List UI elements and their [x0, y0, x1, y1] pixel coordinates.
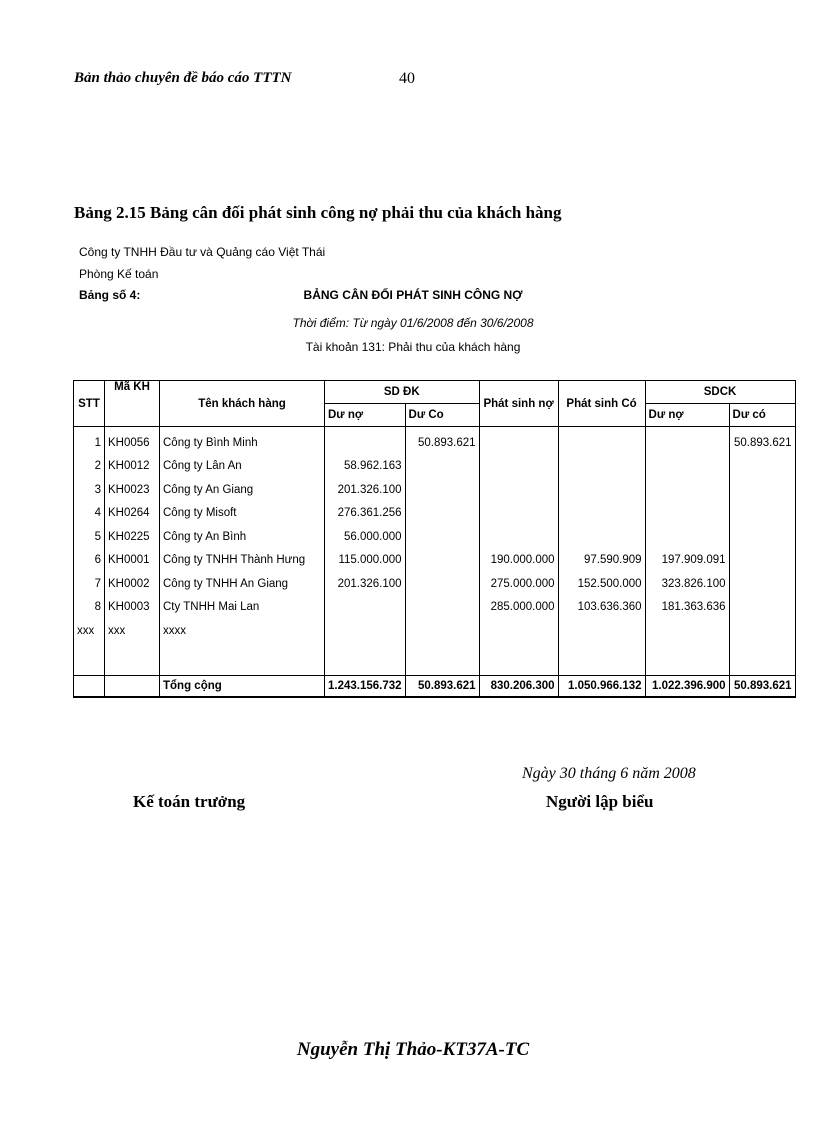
header-ck-du-co: Dư có — [729, 404, 795, 427]
total-stt — [74, 675, 105, 697]
cell-ma: KH0264 — [105, 502, 160, 526]
cell-ten: Công ty Misoft — [160, 502, 325, 526]
cell-ma: KH0001 — [105, 549, 160, 573]
header-sdck: SDCK — [645, 381, 795, 404]
report-period: Thời điểm: Từ ngày 01/6/2008 đến 30/6/2008 — [292, 316, 534, 330]
header-phat-sinh-co: Phát sinh Có — [558, 381, 645, 427]
header-dk-du-co: Dư Co — [405, 404, 479, 427]
table-caption: Bảng 2.15 Bảng cân đối phát sinh công nợ phải thu của khách hàng — [74, 203, 562, 222]
cell-stt: 4 — [74, 502, 105, 526]
cell-ps-no — [479, 427, 558, 455]
preparer-title: Người lập biểu — [546, 792, 654, 811]
total-dk-co: 50.893.621 — [405, 675, 479, 697]
header-ma-kh: Mã KH — [105, 381, 160, 427]
table-row — [74, 478, 796, 502]
cell-ck-co: 50.893.621 — [729, 427, 795, 455]
cell-dk-co — [405, 572, 479, 596]
cell-ps-co: 97.590.909 — [558, 549, 645, 573]
cell-ck-no — [645, 502, 729, 526]
cell-dk-no: 201.326.100 — [325, 478, 406, 502]
cell-ck-co — [729, 549, 795, 573]
header-phat-sinh-no: Phát sinh nợ — [479, 381, 558, 427]
header-dk-du-no: Dư nợ — [325, 404, 406, 427]
cell-ma: KH0056 — [105, 427, 160, 455]
cell-ck-no: 323.826.100 — [645, 572, 729, 596]
total-label: Tổng cộng — [160, 675, 325, 697]
cell-ten: Công ty TNHH Thành Hưng — [160, 549, 325, 573]
board-number: Bảng số 4: — [79, 288, 141, 302]
cell-ps-co — [558, 619, 645, 643]
cell-ps-no: 285.000.000 — [479, 596, 558, 620]
cell-ten: Công ty TNHH An Giang — [160, 572, 325, 596]
cell-stt: 3 — [74, 478, 105, 502]
total-row — [74, 675, 796, 697]
cell-ten: Công ty An Bình — [160, 525, 325, 549]
table-row — [74, 427, 796, 455]
cell-stt: 5 — [74, 525, 105, 549]
cell-dk-co — [405, 478, 479, 502]
cell-ten: Cty TNHH Mai Lan — [160, 596, 325, 620]
cell-stt: 6 — [74, 549, 105, 573]
cell-ck-co — [729, 525, 795, 549]
table-row — [74, 572, 796, 596]
header-ck-du-no: Dư nợ — [645, 404, 729, 427]
cell-stt: 2 — [74, 455, 105, 479]
cell-ps-no — [479, 619, 558, 643]
cell-dk-co: 50.893.621 — [405, 427, 479, 455]
cell-ten: Công ty Bình Minh — [160, 427, 325, 455]
report-account: Tài khoản 131: Phải thu của khách hàng — [305, 340, 521, 354]
report-title: BẢNG CÂN ĐỐI PHÁT SINH CÔNG NỢ — [303, 288, 523, 302]
cell-dk-no — [325, 596, 406, 620]
cell-ten: xxxx — [160, 619, 325, 643]
cell-ps-no — [479, 455, 558, 479]
cell-ck-co — [729, 455, 795, 479]
cell-ma: KH0023 — [105, 478, 160, 502]
company-name: Công ty TNHH Đầu tư và Quảng cáo Việt Thái — [79, 245, 326, 259]
table-row — [74, 502, 796, 526]
header-ten-kh: Tên khách hàng — [160, 381, 325, 427]
cell-ps-co — [558, 478, 645, 502]
cell-ck-co — [729, 619, 795, 643]
cell-ten: Công ty An Giang — [160, 478, 325, 502]
cell-ps-no: 190.000.000 — [479, 549, 558, 573]
table-row — [74, 549, 796, 573]
cell-stt: 7 — [74, 572, 105, 596]
cell-dk-co — [405, 455, 479, 479]
cell-dk-co — [405, 549, 479, 573]
cell-stt: 1 — [74, 427, 105, 455]
signature-date: Ngày 30 tháng 6 năm 2008 — [522, 765, 696, 782]
cell-ten: Công ty Lân An — [160, 455, 325, 479]
cell-ps-co: 152.500.000 — [558, 572, 645, 596]
cell-ck-co — [729, 572, 795, 596]
total-ps-no: 830.206.300 — [479, 675, 558, 697]
cell-dk-no — [325, 619, 406, 643]
cell-ps-co — [558, 455, 645, 479]
table-row-empty — [74, 659, 796, 676]
cell-ps-no: 275.000.000 — [479, 572, 558, 596]
table-row — [74, 525, 796, 549]
header-stt: STT — [74, 381, 105, 427]
table-row — [74, 455, 796, 479]
cell-dk-no: 201.326.100 — [325, 572, 406, 596]
cell-ck-no: 197.909.091 — [645, 549, 729, 573]
page-number: 40 — [399, 70, 415, 87]
chief-accountant-title: Kế toán trưởng — [133, 792, 246, 811]
cell-dk-co — [405, 619, 479, 643]
cell-ps-no — [479, 525, 558, 549]
author-footer: Nguyễn Thị Thảo-KT37A-TC — [296, 1039, 530, 1060]
total-ck-co: 50.893.621 — [729, 675, 795, 697]
cell-dk-no: 58.962.163 — [325, 455, 406, 479]
cell-ps-co: 103.636.360 — [558, 596, 645, 620]
cell-ps-co — [558, 427, 645, 455]
total-ps-co: 1.050.966.132 — [558, 675, 645, 697]
cell-ma: KH0225 — [105, 525, 160, 549]
table-row-empty — [74, 643, 796, 659]
cell-ck-no — [645, 455, 729, 479]
cell-ck-no — [645, 619, 729, 643]
total-dk-no: 1.243.156.732 — [325, 675, 406, 697]
cell-ck-co — [729, 596, 795, 620]
cell-ck-no — [645, 478, 729, 502]
table-row — [74, 619, 796, 643]
receivables-balance-table — [73, 380, 796, 698]
cell-ps-no — [479, 478, 558, 502]
cell-dk-co — [405, 502, 479, 526]
cell-ma: KH0003 — [105, 596, 160, 620]
cell-dk-co — [405, 525, 479, 549]
cell-dk-co — [405, 596, 479, 620]
cell-dk-no: 276.361.256 — [325, 502, 406, 526]
cell-ck-no — [645, 427, 729, 455]
total-ma — [105, 675, 160, 697]
cell-dk-no — [325, 427, 406, 455]
cell-stt: 8 — [74, 596, 105, 620]
department-name: Phòng Kế toán — [79, 267, 159, 281]
cell-ma: KH0002 — [105, 572, 160, 596]
cell-ck-co — [729, 502, 795, 526]
cell-ck-no — [645, 525, 729, 549]
cell-stt: xxx — [74, 619, 105, 643]
table-row — [74, 596, 796, 620]
cell-ck-no: 181.363.636 — [645, 596, 729, 620]
header-sd-dk: SD ĐK — [325, 381, 480, 404]
cell-dk-no: 115.000.000 — [325, 549, 406, 573]
cell-ps-co — [558, 525, 645, 549]
cell-dk-no: 56.000.000 — [325, 525, 406, 549]
cell-ma: KH0012 — [105, 455, 160, 479]
running-header: Bản thảo chuyên đề báo cáo TTTN — [74, 70, 292, 86]
cell-ck-co — [729, 478, 795, 502]
cell-ma: xxx — [105, 619, 160, 643]
cell-ps-no — [479, 502, 558, 526]
total-ck-no: 1.022.396.900 — [645, 675, 729, 697]
cell-ps-co — [558, 502, 645, 526]
